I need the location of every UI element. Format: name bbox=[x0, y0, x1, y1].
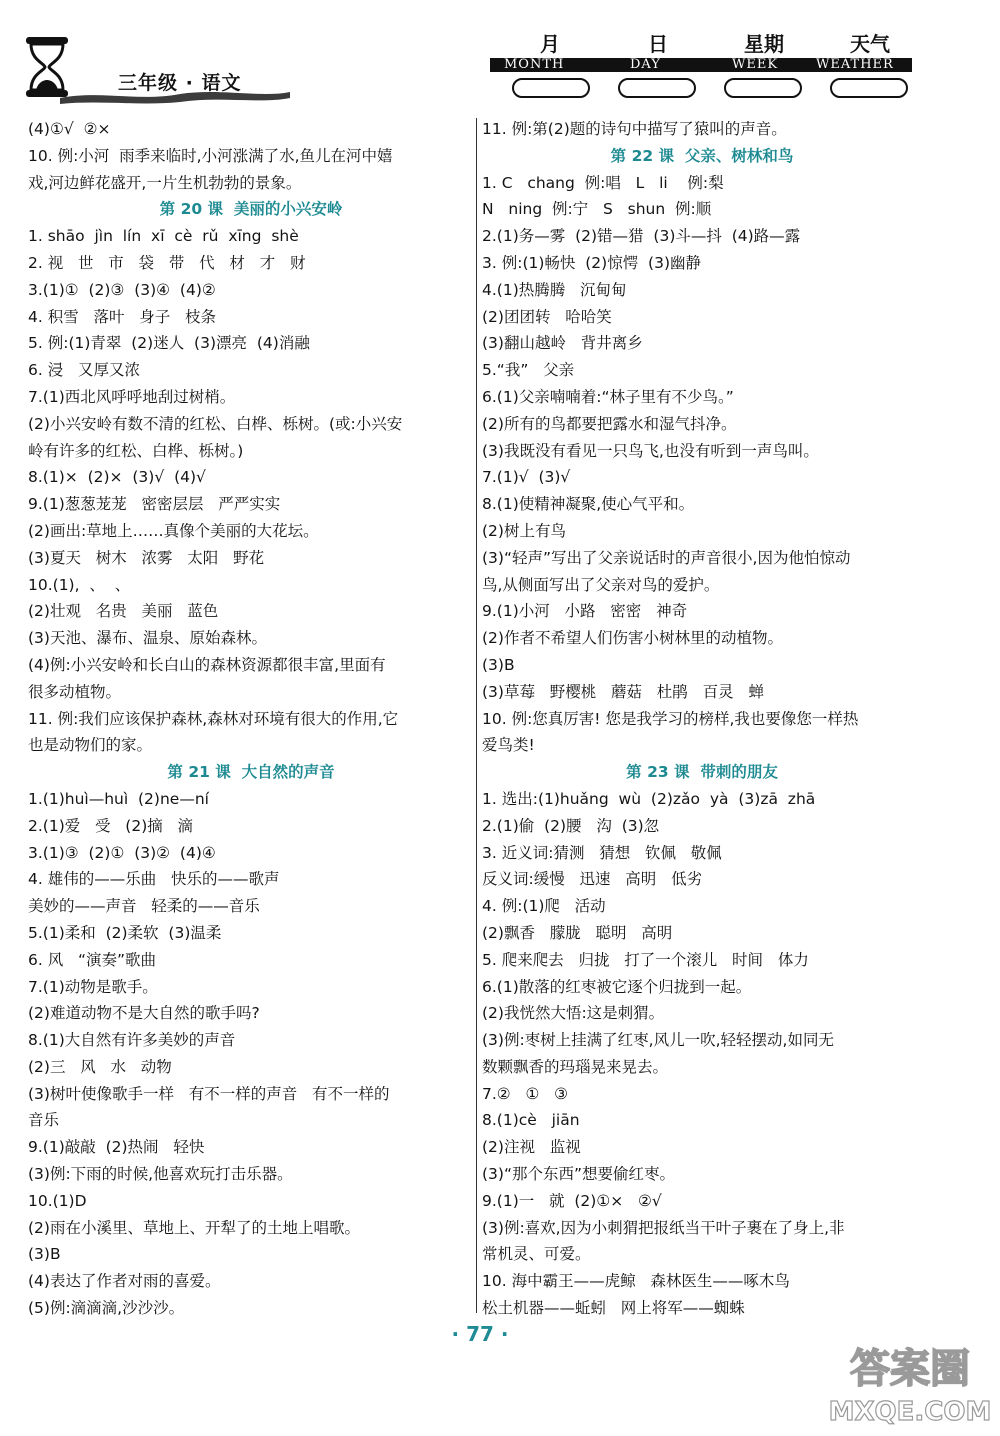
answer-line: (3)天池、瀑布、温泉、原始森林。 bbox=[28, 629, 267, 648]
answer-line: (3)我既没有看见一只鸟飞,也没有听到一声鸟叫。 bbox=[482, 441, 819, 460]
answer-line: N ning 例:宁 S shun 例:顺 bbox=[482, 200, 712, 219]
answer-line: 4.(1)热腾腾 沉甸甸 bbox=[482, 280, 627, 299]
english-label-bar bbox=[490, 58, 912, 72]
answer-line: (2)小兴安岭有数不清的红松、白桦、栎树。(或:小兴安 bbox=[28, 414, 403, 433]
answer-line: 2. 视 世 市 袋 带 代 材 才 财 bbox=[28, 253, 306, 272]
answer-line: 1. C chang 例:唱 L li 例:梨 bbox=[482, 173, 724, 192]
answer-line: (4)表达了作者对雨的喜爱。 bbox=[28, 1272, 221, 1291]
answer-line: (3)夏天 树木 浓雾 太阳 野花 bbox=[28, 548, 265, 567]
answer-line: 6. 风 “演奏”歌曲 bbox=[28, 950, 157, 969]
answer-line: 爱鸟类! bbox=[482, 736, 535, 755]
answer-line: (3)B bbox=[482, 655, 515, 674]
weather-en-label: WEATHER bbox=[816, 57, 894, 72]
right-column bbox=[482, 116, 922, 1322]
answer-line: 6.(1)散落的红枣被它逐个归拢到一起。 bbox=[482, 977, 752, 996]
answer-line: (2)三 风 水 动物 bbox=[28, 1057, 172, 1076]
watermark-url: MXQE.COM bbox=[828, 1397, 992, 1427]
answer-line: 7.(1)动物是歌手。 bbox=[28, 977, 158, 996]
answer-line: 10.(1)D bbox=[28, 1191, 87, 1210]
answer-line: (2)难道动物不是大自然的歌手吗? bbox=[28, 1004, 260, 1023]
answer-line: (2)作者不希望人们伤害小树林里的动植物。 bbox=[482, 629, 783, 648]
answer-line: 鸟,从侧面写出了父亲对鸟的爱护。 bbox=[482, 575, 720, 594]
answer-line: 7.② ① ③ bbox=[482, 1084, 569, 1103]
answer-line: (2)飘香 朦胧 聪明 高明 bbox=[482, 923, 673, 942]
answer-line: (4)①√ ②× bbox=[28, 120, 111, 138]
answer-line: 6.(1)父亲喃喃着:“林子里有不少鸟。” bbox=[482, 387, 734, 406]
answer-line: 5.(1)柔和 (2)柔软 (3)温柔 bbox=[28, 923, 222, 942]
answer-line: 9.(1)一 就 (2)①× ②√ bbox=[482, 1191, 662, 1210]
day-en-label: DAY bbox=[630, 57, 661, 72]
left-column bbox=[28, 116, 474, 1322]
answer-line: 3.(1)③ (2)① (3)② (4)④ bbox=[28, 843, 216, 862]
answer-line: 岭有许多的红松、白桦、栎树。) bbox=[28, 441, 244, 460]
answer-line: 11. 例:我们应该保护森林,森林对环境有很大的作用,它 bbox=[28, 709, 399, 728]
weather-oval bbox=[830, 78, 908, 98]
answer-line: 9.(1)敲敲 (2)热闹 轻快 bbox=[28, 1138, 205, 1157]
grade-subject-title: 三年级 · 语文 bbox=[118, 72, 242, 94]
answer-line: 7.(1)西北风呼呼地刮过树梢。 bbox=[28, 387, 236, 406]
answer-line: 9.(1)葱葱茏茏 密密层层 严严实实 bbox=[28, 495, 281, 514]
answer-line: 戏,河边鲜花盛开,一片生机勃勃的景象。 bbox=[28, 173, 302, 192]
answer-line: 8.(1)cè jiān bbox=[482, 1111, 580, 1130]
answer-line: 5. 例:(1)青翠 (2)迷人 (3)漂亮 (4)消融 bbox=[28, 334, 310, 353]
answer-line: (2)所有的鸟都要把露水和湿气抖净。 bbox=[482, 414, 737, 433]
month-oval bbox=[512, 78, 590, 98]
answer-line: 10. 例:您真厉害! 您是我学习的榜样,我也要像您一样热 bbox=[482, 709, 859, 728]
answer-line: 5. 爬来爬去 归拢 打了一个滚儿 时间 体力 bbox=[482, 950, 809, 969]
answer-line: (3)B bbox=[28, 1245, 61, 1264]
date-labels bbox=[480, 28, 910, 56]
weather-label: 天气 bbox=[850, 32, 890, 56]
page-header bbox=[0, 0, 1000, 118]
answer-line: 3. 例:(1)畅快 (2)惊愕 (3)幽静 bbox=[482, 253, 702, 272]
answer-line: (2)注视 监视 bbox=[482, 1138, 581, 1157]
lesson-20-title: 第 20 课 美丽的小兴安岭 bbox=[159, 200, 343, 219]
answer-line: (2)树上有鸟 bbox=[482, 521, 566, 540]
answer-line: (2)我恍然大悟:这是刺猬。 bbox=[482, 1004, 665, 1023]
answer-line: 10. 例:小河 雨季来临时,小河涨满了水,鱼儿在河中嬉 bbox=[28, 146, 393, 165]
watermark-logo bbox=[820, 1330, 1000, 1430]
answer-line: (3)“那个东西”想要偷红枣。 bbox=[482, 1165, 676, 1184]
answer-line: 7.(1)√ (3)√ bbox=[482, 468, 571, 487]
answer-line: 1. 选出:(1)huǎng wù (2)zǎo yà (3)zā zhā bbox=[482, 789, 816, 808]
answer-line: 也是动物们的家。 bbox=[28, 736, 153, 755]
answer-line: 2.(1)务—雾 (2)错—猎 (3)斗—抖 (4)路—露 bbox=[482, 227, 801, 246]
answer-line: (2)壮观 名贵 美丽 蓝色 bbox=[28, 602, 219, 621]
answer-line: (3)树叶使像歌手一样 有不一样的声音 有不一样的 bbox=[28, 1084, 390, 1103]
month-en-label: MONTH bbox=[504, 57, 565, 72]
answer-line: 9.(1)小河 小路 密密 神奇 bbox=[482, 602, 688, 621]
week-en-label: WEEK bbox=[732, 57, 779, 72]
answer-line: (3)例:喜欢,因为小刺猬把报纸当干叶子裹在了身上,非 bbox=[482, 1218, 845, 1237]
month-label: 月 bbox=[540, 32, 560, 56]
answer-line: (3)翻山越岭 背井离乡 bbox=[482, 334, 643, 353]
answer-line: 常机灵、可爱。 bbox=[482, 1245, 591, 1264]
answer-line: (2)团团转 哈哈笑 bbox=[482, 307, 612, 326]
answer-line: 数颗飘香的玛瑙晃来晃去。 bbox=[482, 1057, 669, 1076]
answer-line: 11. 例:第(2)题的诗句中描写了猿叫的声音。 bbox=[482, 120, 787, 138]
day-label: 日 bbox=[648, 32, 668, 56]
lesson-22-title: 第 22 课 父亲、树林和鸟 bbox=[610, 146, 794, 165]
week-oval bbox=[724, 78, 802, 98]
answer-line: (2)雨在小溪里、草地上、开犁了的土地上唱歌。 bbox=[28, 1218, 360, 1237]
answer-line: (3)草莓 野樱桃 蘑菇 杜鹃 百灵 蝉 bbox=[482, 682, 764, 701]
day-oval bbox=[618, 78, 696, 98]
answer-line: (5)例:滴滴滴,沙沙沙。 bbox=[28, 1299, 185, 1318]
answer-line: 美妙的——声音 轻柔的——音乐 bbox=[28, 897, 260, 916]
week-label: 星期 bbox=[744, 32, 784, 56]
answer-line: 5.“我” 父亲 bbox=[482, 361, 575, 380]
answer-line: 2.(1)爱 受 (2)摘 滴 bbox=[28, 816, 194, 835]
answer-line: 10. 海中霸王——虎鲸 森林医生——啄木鸟 bbox=[482, 1272, 790, 1291]
page-number: · 77 · bbox=[451, 1322, 509, 1346]
answer-line: 松土机器——蚯蚓 网上将军——蜘蛛 bbox=[482, 1299, 745, 1318]
lesson-21-title: 第 21 课 大自然的声音 bbox=[167, 763, 335, 782]
answer-line: (3)例:枣树上挂满了红枣,风儿一吹,轻轻摆动,如同无 bbox=[482, 1031, 834, 1050]
answer-line: 2.(1)偷 (2)腰 沟 (3)忽 bbox=[482, 816, 660, 835]
answer-line: 3.(1)① (2)③ (3)④ (4)② bbox=[28, 280, 216, 299]
answer-line: 10.(1), 、 、 bbox=[28, 575, 131, 594]
answer-line: 音乐 bbox=[28, 1111, 60, 1130]
lesson-23-title: 第 23 课 带刺的朋友 bbox=[626, 763, 778, 782]
answer-line: 1.(1)huì—huì (2)ne—ní bbox=[28, 789, 209, 808]
answer-line: (4)例:小兴安岭和长白山的森林资源都很丰富,里面有 bbox=[28, 655, 386, 674]
answer-line: (2)画出:草地上……真像个美丽的大花坛。 bbox=[28, 521, 319, 540]
answer-line: (3)“轻声”写出了父亲说话时的声音很小,因为他怕惊动 bbox=[482, 548, 851, 567]
answer-line: 4. 积雪 落叶 身子 枝条 bbox=[28, 307, 217, 326]
answer-line: 4. 雄伟的——乐曲 快乐的——歌声 bbox=[28, 870, 280, 889]
answer-line: (3)例:下雨的时候,他喜欢玩打击乐器。 bbox=[28, 1165, 293, 1184]
answer-line: 3. 近义词:猜测 猜想 钦佩 敬佩 bbox=[482, 843, 722, 862]
answer-line: 8.(1)使精神凝聚,使心气平和。 bbox=[482, 495, 695, 514]
answer-line: 4. 例:(1)爬 活动 bbox=[482, 897, 606, 916]
answer-line: 1. shāo jìn lín xī cè rǔ xīng shè bbox=[28, 227, 299, 246]
answer-line: 8.(1)× (2)× (3)√ (4)√ bbox=[28, 468, 206, 487]
answer-line: 6. 浸 又厚又浓 bbox=[28, 361, 140, 380]
answer-line: 反义词:缓慢 迅速 高明 低劣 bbox=[482, 870, 703, 889]
date-fill-ovals bbox=[510, 78, 915, 104]
answer-line: 8.(1)大自然有许多美妙的声音 bbox=[28, 1031, 236, 1050]
answer-line: 很多动植物。 bbox=[28, 682, 122, 701]
watermark-text: 答案圈 bbox=[850, 1346, 970, 1392]
column-divider bbox=[476, 118, 477, 1313]
